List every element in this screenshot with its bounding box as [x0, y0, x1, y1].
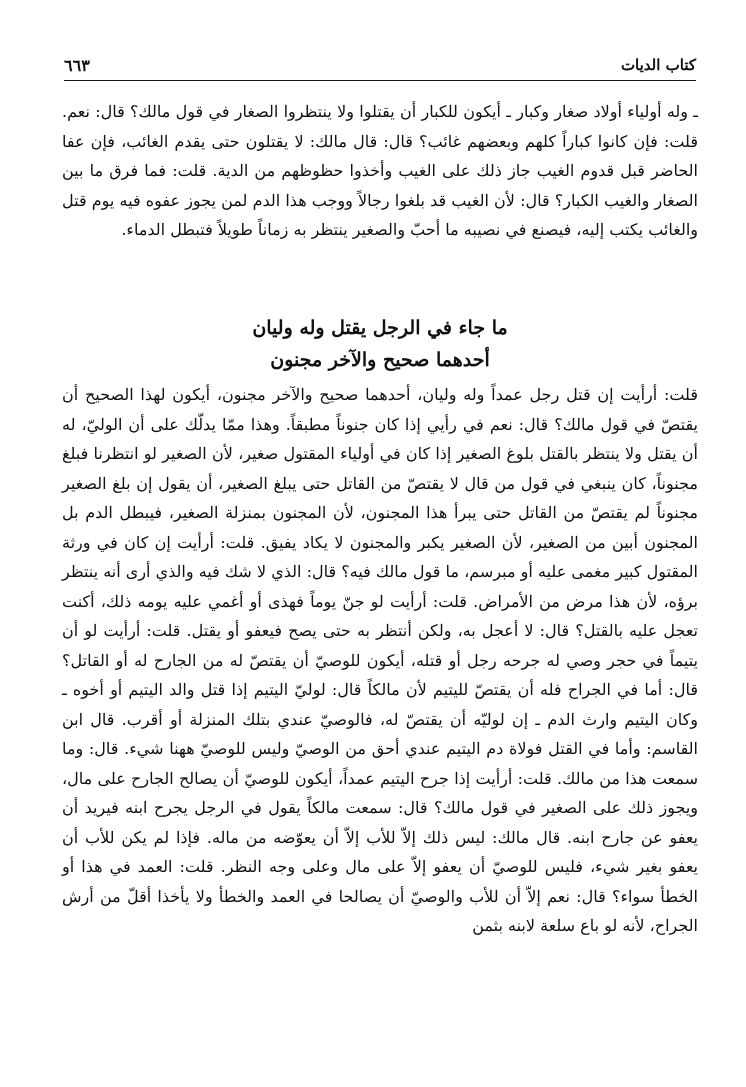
- chapter-heading-line-1: ما جاء في الرجل يقتل وله وليان: [252, 317, 508, 339]
- intro-text: ـ وله أولياء أولاد صغار وكبار ـ أيكون للكبار أن يقتلوا ولا ينتظروا الصغار في قول مالك؟ قال: نعم. قلت: فإن كانوا كباراً كلهم وبعضهم غائب؟ قال: قال مالك: لا يقتلون حتى يقدم الغائب، فإن عفا الحاضر قبل قدوم الغيب جاز ذلك على الغيب وأخذوا حظوظهم من الدية. قلت: فما فرق ما بين الصغار والغيب الكبار؟ قال: لأن الغيب قد بلغوا رجالاً ووجب هذا الدم لمن يجوز عفوه فيه يوم قتل والغائب يكتب إليه، فيصنع في نصيبه ما أحبّ والصغير ينتظر به زماناً طويلاً فتبطل الدماء.: [62, 102, 698, 239]
- running-header: [64, 52, 696, 82]
- main-paragraph: [62, 380, 698, 941]
- chapter-heading: [62, 312, 698, 376]
- main-text: قلت: أرأيت إن قتل رجل عمداً وله وليان، أحدهما صحيح والآخر مجنون، أيكون لهذا الصحيح أن يقتصّ في قول مالك؟ قال: نعم في رأيي إذا كان جنوناً مطبقاً. وهذا ممّا يدلّك على أن الوليّ، له أن يقتل ولا ينتظر بالقتل بلوغ الصغير إذا كان في أولياء المقتول صغير، لأن الصغير لو انتظرنا فبلغ مجنوناً، كان ينبغي في قول من قال لا يقتصّ من القاتل حتى يبلغ الصغير، أن يقول إن بلغ الصغير مجنوناً لم يقتصّ من القاتل حتى يبرأ هذا المجنون، لأن المجنون بمنزلة الصغير، فيبطل الدم بل المجنون أبين من الصغير، لأن الصغير يكبر والمجنون لا يكاد يفيق. قلت: أرأيت إن كان في ورثة المقتول كبير مغمى عليه أو مبرسم، ما قول مالك فيه؟ قال: الذي لا شك فيه والذي أرى أنه ينتظر برؤه، لأن هذا مرض من الأمراض. قلت: أرأيت لو جنّ يوماً فهذى أو أغمي عليه يومه ذلك، أكنت تعجل عليه بالقتل؟ قال: لا أعجل به، ولكن أنتظر به حتى يصح فيعفو أو يقتل. قلت: أرأيت لو أن يتيماً في حجر وصي له جرحه رجل أو قتله، أيكون للوصيّ أن يقتصّ له من الجارح له أو القاتل؟ قال: أما في الجراح فله أن يقتصّ لليتيم لأن مالكاً قال: لوليّ اليتيم إذا قتل والد اليتيم أو أخوه ـ وكان اليتيم وارث الدم ـ إن لوليّه أن يقتصّ له، فالوصيّ عندي بتلك المنزلة أو أقرب. قال ابن القاسم: وأما في القتل فولاة دم اليتيم عندي أحق من الوصيّ وليس للوصيّ ههنا شيء. قال: وما سمعت هذا من مالك. قلت: أرأيت إذا جرح اليتيم عمداً، أيكون للوصيّ أن يصالح الجارح على مال، ويجوز ذلك على الصغير في قول مالك؟ قال: سمعت مالكاً يقول في الرجل يجرح ابنه فيريد أن يعفو عن جارح ابنه. قال مالك: ليس ذلك إلاّ للأب إلاّ أن يعوّضه من ماله. فإذا لم يكن للأب أن يعفو بغير شيء، فليس للوصيّ أن يعفو إلاّ على مال وعلى وجه النظر. قلت: العمد في هذا أو الخطأ سواء؟ قال: نعم إلاّ أن للأب والوصيّ أن يصالحا في العمد والخطأ ولا يأخذا أقلّ من أرش الجراح، لأنه لو باع سلعة لابنه بثمن: [62, 385, 699, 935]
- book-title: كتاب الديات: [620, 56, 696, 74]
- chapter-heading-line-2: أحدهما صحيح والآخر مجنون: [270, 349, 490, 371]
- intro-paragraph: [62, 97, 698, 245]
- header-rule: [64, 80, 696, 81]
- page-number: ٦٦٣: [64, 56, 90, 75]
